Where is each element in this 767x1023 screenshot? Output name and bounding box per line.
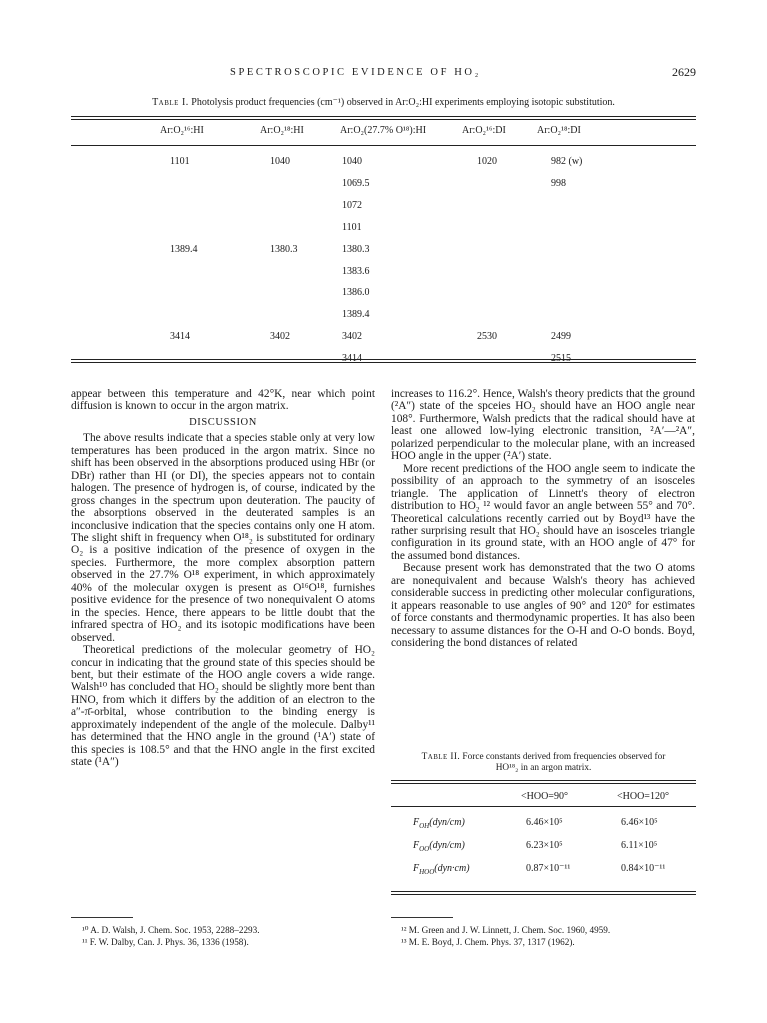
- section-heading: DISCUSSION: [189, 416, 257, 428]
- table2-caption-line2: HO¹⁸₂ in an argon matrix.: [495, 763, 592, 773]
- table1-cell: 982 (w): [551, 156, 583, 167]
- table2-cell: 0.84×10⁻¹¹: [621, 863, 666, 874]
- table1-cell: 1101: [170, 156, 190, 167]
- table1-col-header: Ar:O₂¹⁸:DI: [537, 125, 581, 136]
- table1-cell: 3414: [342, 353, 362, 365]
- paragraph: increases to 116.2°. Hence, Walsh's theory predicts that the ground (²A″) state of the spceies HO₂ should have an HOO angle near 108°. Furthermore, Walsh predicts that the radical should have at least one allowed low-lying electronic transition, ²A′—²A″, polarized perpendicular to the molecular plane, with an increased HOO angle in the upper (²A′) state.: [391, 388, 695, 463]
- table1-top-rule: [71, 116, 696, 117]
- table1-cell: 1069.5: [342, 177, 370, 189]
- table2-cell: 6.23×10⁵: [526, 840, 563, 851]
- footnote: ¹³ M. E. Boyd, J. Chem. Phys. 37, 1317 (1962).: [401, 937, 575, 947]
- table2-cell: 6.11×10⁵: [621, 840, 658, 851]
- paragraph: The above results indicate that a species stable only at very low temperatures has been produced in the argon matrix. Since no shift has been observed in the absorptions produced using HBr (or DBr) rather than HI (or DI), the species appears not to contain halogen. The presence of hydrogen is, of course, indicated by the gross changes in the spectrum upon deuteration. The paucity of the absorptions observed in the deuterated samples is an inconclusive indication that the species contains only one H atom. The slight shift in frequency when O¹⁸₂ is substituted for ordinary O₂ is a positive indication of the presence of oxygen in the species. Furthermore, the more complex absorption pattern observed in the 27.7% O¹⁸ experiment, in which approximately 40% of the molecular oxygen is present as O¹⁶O¹⁸, furnishes positive evidence for the presence of two nonequivalent O atoms in the species. Hence, there appears to be little doubt that the infrared spectra of HO₂ and its isotopic modifications have been observed.: [71, 432, 375, 644]
- table1-col-header: Ar:O₂¹⁶:DI: [462, 125, 506, 136]
- table1-cell: 3402: [342, 331, 362, 343]
- table1-cell: 3414: [170, 331, 190, 343]
- footnote-rule: [71, 917, 133, 918]
- table1-header-rule: [71, 145, 696, 146]
- table1-label: Table I.: [152, 97, 189, 108]
- table2-caption: [391, 752, 696, 774]
- table2-bottom-rule: [391, 891, 696, 892]
- paragraph: Theoretical predictions of the molecular geometry of HO₂ concur in indicating that the ground state of this species should be bent, but their estimate of the HOO angle covers a wide range. Walsh¹⁰ has concluded that HO₂ should be slightly more bent than HNO, from which it differs by the addition of an electron to the a″-π̄-orbital, whose contribution to the binding energy is approximately independent of the angle of the molecule. Dalby¹¹ has determined that the HNO angle in the ground (¹A′) state of this species is 108.5° and that the HNO angle in the first excited state (¹A″): [71, 644, 375, 769]
- paragraph: Because present work has demonstrated that the two O atoms are nonequivalent and because Walsh's theory has achieved considerable success in predicting other molecular configurations, it appears reasonable to use angles of 90° and 120° for estimates of force constants and thermodynamic properties. It has also been necessary to assume distances for the O-H and O-O bonds. Boyd, considering the bond distances of related: [391, 562, 695, 650]
- table1-cell: 1386.0: [342, 287, 370, 299]
- table1-cell: 1380.3: [270, 243, 298, 255]
- table1-cell: 2499: [551, 331, 571, 343]
- table2-cell: 6.46×10⁵: [526, 817, 563, 828]
- table2-top-rule: [391, 780, 696, 781]
- table1-cell: 1072: [342, 199, 362, 211]
- table2-top-rule-2: [391, 783, 696, 784]
- table1-cell: 1101: [342, 221, 362, 233]
- table2-label: Table II.: [421, 752, 461, 762]
- left-column: [71, 388, 375, 769]
- table1-cell: 1020: [477, 156, 497, 167]
- table1-cell: 1389.4: [170, 243, 198, 255]
- table2-bottom-rule-2: [391, 894, 696, 895]
- table2-row-label: $F_{HOO}(dyn\cdot cm)$: [413, 863, 470, 876]
- footnote-rule: [391, 917, 453, 918]
- table1-col-header: Ar:O₂¹⁶:HI: [160, 125, 204, 136]
- table2-col-header: <HOO=90°: [521, 791, 568, 802]
- table1-bottom-rule-2: [71, 362, 696, 363]
- table1-col-header: Ar:O₂(27.7% O¹⁸):HI: [340, 125, 427, 136]
- table2-cell: 6.46×10⁵: [621, 817, 658, 828]
- table2-row-label: $F_{OH}(dyn/cm)$: [413, 817, 465, 830]
- table2-row-label: $F_{OO}(dyn/cm)$: [413, 840, 465, 853]
- footnote: ¹⁰ A. D. Walsh, J. Chem. Soc. 1953, 2288–2293.: [82, 925, 260, 935]
- table1-cell: 1383.6: [342, 265, 370, 277]
- right-column: [391, 388, 695, 650]
- footnote: ¹¹ F. W. Dalby, Can. J. Phys. 36, 1336 (1958).: [82, 937, 249, 947]
- table1-cell: 1380.3: [342, 243, 370, 255]
- table1-cell: 998: [551, 177, 566, 189]
- table2-col-header: <HOO=120°: [617, 791, 669, 802]
- table1-cell: 1040: [342, 156, 362, 167]
- table1-cell: 3402: [270, 331, 290, 343]
- table1-bottom-rule: [71, 359, 696, 360]
- table1-cell: 2515: [551, 353, 571, 365]
- table1-caption: [0, 97, 767, 108]
- table2-cell: 0.87×10⁻¹¹: [526, 863, 571, 874]
- paragraph: appear between this temperature and 42°K, near which point diffusion is known to occur in the argon matrix.: [71, 388, 375, 413]
- table1-cell: 1389.4: [342, 309, 370, 321]
- table1-top-rule-2: [71, 119, 696, 120]
- table2-caption-line1: Force constants derived from frequencies observed for: [462, 752, 666, 762]
- table1-col-header: Ar:O₂¹⁸:HI: [260, 125, 304, 136]
- table1-cell: 1040: [270, 156, 290, 167]
- footnote: ¹² M. Green and J. W. Linnett, J. Chem. Soc. 1960, 4959.: [401, 925, 611, 935]
- page-number: 2629: [672, 65, 696, 79]
- table2-header-rule: [391, 806, 696, 807]
- running-head: SPECTROSCOPIC EVIDENCE OF HO₂: [230, 67, 481, 78]
- table1-cell: 2530: [477, 331, 497, 343]
- table1-caption-text: Photolysis product frequencies (cm⁻¹) observed in Ar:O₂:HI experiments employing isotopic substitution.: [191, 97, 615, 108]
- paragraph: More recent predictions of the HOO angle seem to indicate the possibility of an approach to the symmetry of an isosceles triangle. The application of Linnett's theory of electron distribution to HO₂ ¹² would favor an angle between 55° and 70°. Theoretical calculations recently carried out by Boyd¹³ have the rather surprising result that HO₂ should have an isosceles triangle configuration in its ground state, with an HOO angle of 47° for the assumed bond distances.: [391, 462, 695, 562]
